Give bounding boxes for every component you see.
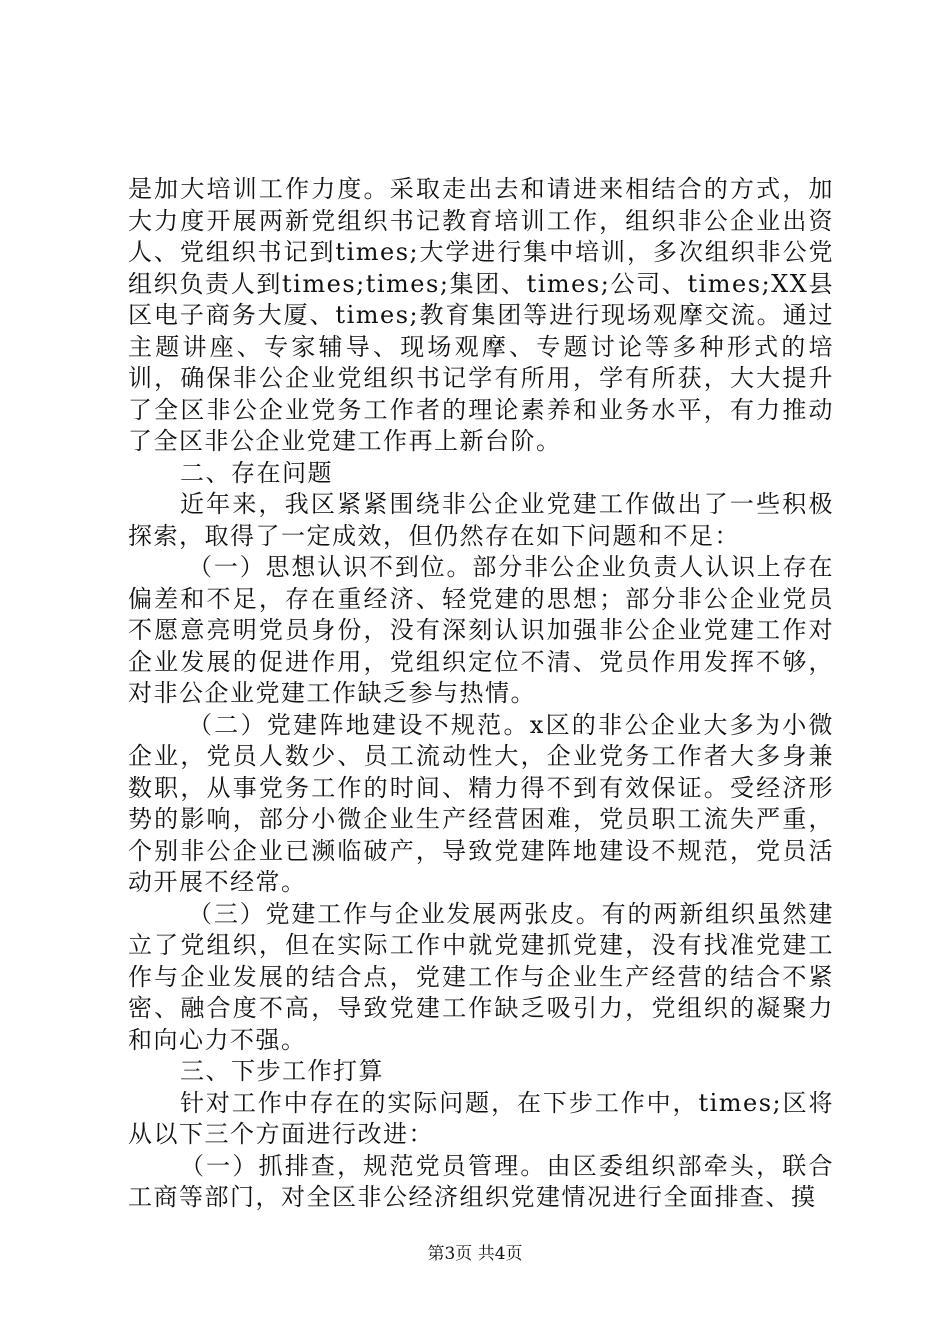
paragraph-problem-2: （二）党建阵地建设不规范。x区的非公企业大多为小微企业，党员人数少、员工流动性大，企业党务工作者大多身兼数职，从事党务工作的时间、精力得不到有效保证。受经济形势的影响，部分小微企业生产经营困难，党员职工流失严重，个别非公企业已濒临破产，导致党建阵地建设不规范，党员活动开展不经常。 [128,710,834,896]
paragraph-problem-3: （三）党建工作与企业发展两张皮。有的两新组织虽然建立了党组织，但在实际工作中就党建抓党建，没有找准党建工作与企业发展的结合点，党建工作与企业生产经营的结合不紧密、融合度不高，导致党建工作缺乏吸引力，党组织的凝聚力和向心力不强。 [128,899,834,1054]
document-body [128,174,834,1214]
heading-existing-problems: 二、存在问题 [180,458,333,487]
paragraph-next-step-1: （一）抓排查，规范党员管理。由区委组织部牵头，联合工商等部门，对全区非公经济组织党建情况进行全面排查、摸 [128,1151,834,1211]
paragraph-problem-1: （一）思想认识不到位。部分非公企业负责人认识上存在偏差和不足，存在重经济、轻党建的思想；部分非公企业党员不愿意亮明党员身份，没有深刻认识加强非公企业党建工作对企业发展的促进作用，党组织定位不清、党员作用发挥不够，对非公企业党建工作缺乏参与热情。 [128,553,834,707]
paragraph-training: 是加大培训工作力度。采取走出去和请进来相结合的方式，加大力度开展两新党组织书记教育培训工作，组织非公企业出资人、党组织书记到times;大学进行集中培训，多次组织非公党组织负责人到times;times;集团、times;公司、times;XX县区电子商务大厦、times;教育集团等进行现场观摩交流。通过主题讲座、专家辅导、现场观摩、专题讨论等多种形式的培训，确保非公企业党组织书记学有所用，学有所获，大大提升了全区非公企业党务工作者的理论素养和业务水平，有力推动了全区非公企业党建工作再上新台阶。 [128,175,834,455]
paragraph-next-steps-intro: 针对工作中存在的实际问题，在下步工作中，times;区将从以下三个方面进行改进： [128,1088,834,1148]
heading-next-steps: 三、下步工作打算 [180,1057,384,1085]
paragraph-problems-intro: 近年来，我区紧紧围绕非公企业党建工作做出了一些积极探索，取得了一定成效，但仍然存在如下问题和不足： [128,490,834,550]
page-number-footer: 第3页 共4页 [427,1244,523,1264]
